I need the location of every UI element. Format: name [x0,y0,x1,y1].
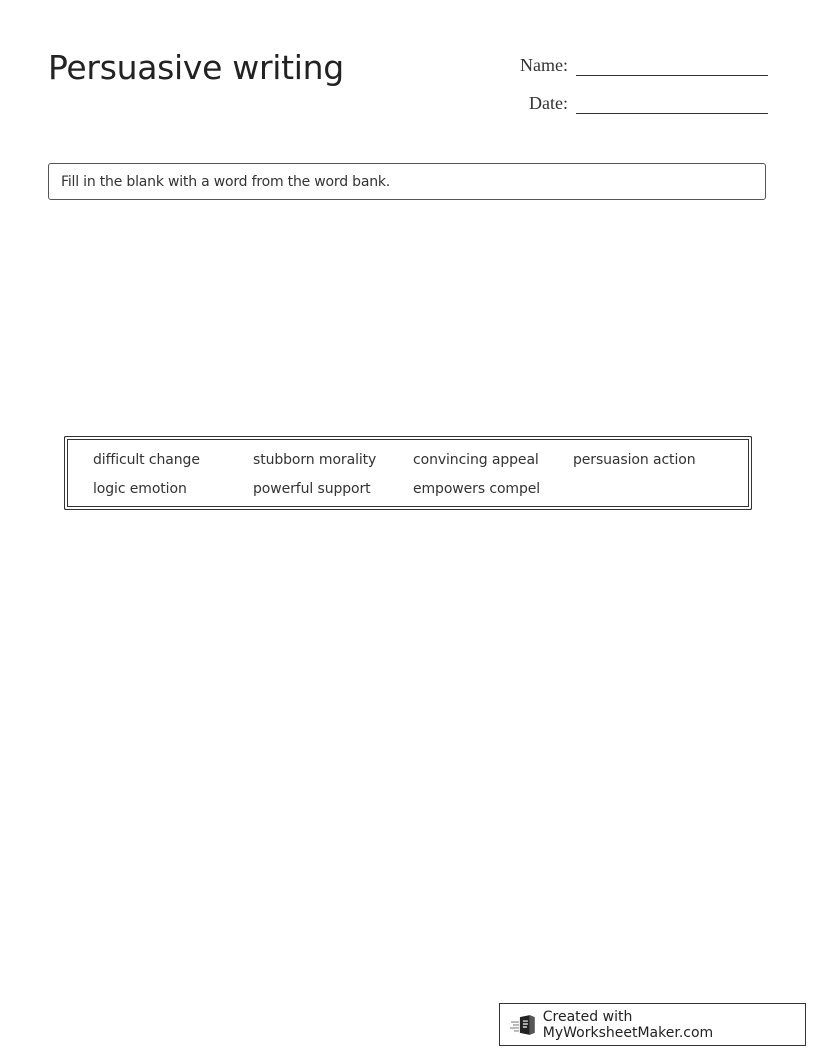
name-label: Name: [520,55,568,75]
name-field-row [488,54,768,76]
footer-badge [499,1003,806,1046]
date-label: Date: [529,93,568,113]
page-title: Persuasive writing [48,48,344,87]
footer-text: Created with MyWorksheetMaker.com [542,1008,714,1041]
word-bank-item: difficult change [93,452,200,468]
word-bank-item: logic emotion [93,481,187,497]
word-bank-item: convincing appeal [413,452,539,468]
instructions-box [48,163,766,200]
instructions-text: Fill in the blank with a word from the word bank. [61,173,391,190]
word-bank [64,436,752,510]
word-bank-item: stubborn morality [253,452,377,468]
word-bank-item: persuasion action [573,452,696,468]
name-blank-line[interactable] [576,55,768,76]
date-blank-line[interactable] [576,93,768,114]
date-field-row [488,92,768,114]
word-bank-item: powerful support [253,481,371,497]
word-bank-item: empowers compel [413,481,541,497]
worksheet-maker-logo-icon [510,1014,538,1036]
word-bank-grid [93,450,733,499]
